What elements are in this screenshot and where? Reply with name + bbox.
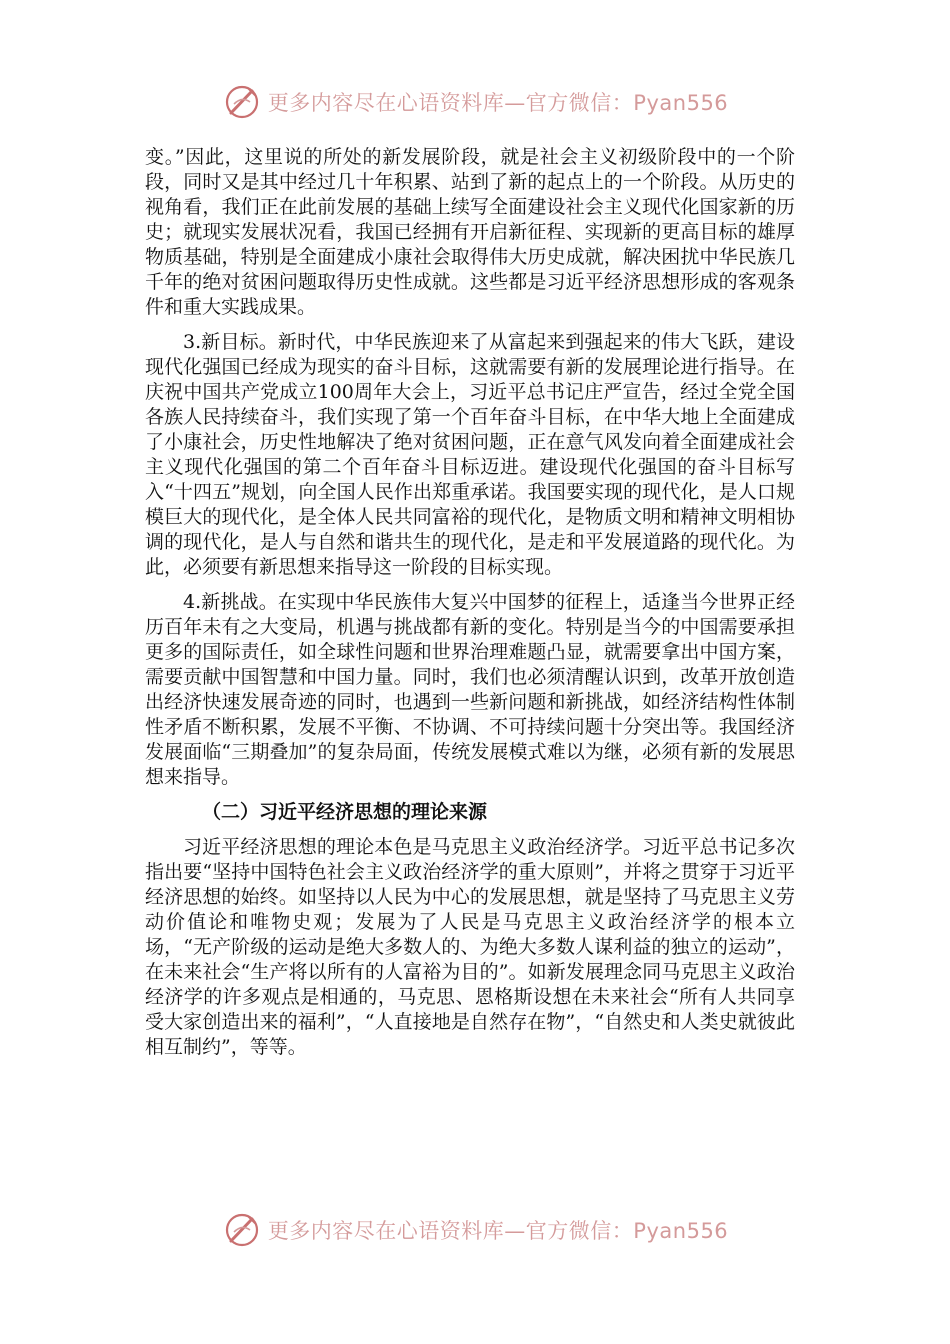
pen-logo-icon	[222, 1210, 262, 1250]
pen-logo-icon	[222, 82, 262, 122]
paragraph-theory-source: 习近平经济思想的理论本色是马克思主义政治经济学。习近平总书记多次指出要“坚持中国特色社会主义政治经济学的重大原则”，并将之贯穿于习近平经济思想的始终。如坚持以人民为中心的发展思想，就是坚持了马克思主义劳动价值论和唯物史观；发展为了人民是马克思主义政治经济学的根本立场，“无产阶级的运动是绝大多数人的、为绝大多数人谋利益的独立的运动”，在未来社会“生产将以所有的人富裕为目的”。如新发展理念同马克思主义政治经济学的许多观点是相通的，马克思、恩格斯设想在未来社会“所有人共同享受大家创造出来的福利”，“人直接地是自然存在物”，“自然史和人类史就彼此相互制约”，等等。	[145, 836, 795, 1058]
paragraph-continuation: 变。”因此，这里说的所处的新发展阶段，就是社会主义初级阶段中的一个阶段，同时又是其中经过几十年积累、站到了新的起点上的一个阶段。从历史的视角看，我们正在此前发展的基础上续写全面建设社会主义现代化国家新的历史；就现实发展状况看，我国已经拥有开启新征程、实现新的更高目标的雄厚物质基础，特别是全面建成小康社会取得伟大历史成就，解决困扰中华民族几千年的绝对贫困问题取得历史性成就。这些都是习近平经济思想形成的客观条件和重大实践成果。	[145, 146, 795, 318]
watermark-text: 更多内容尽在心语资料库—官方微信：Pyan556	[267, 1219, 729, 1243]
paragraph-new-goal: 3.新目标。新时代，中华民族迎来了从富起来到强起来的伟大飞跃，建设现代化强国已经成为现实的奋斗目标，这就需要有新的发展理论进行指导。在庆祝中国共产党成立100周年大会上，习近平总书记庄严宣告，经过全党全国各族人民持续奋斗，我们实现了第一个百年奋斗目标，在中华大地上全面建成了小康社会，历史性地解决了绝对贫困问题，正在意气风发向着全面建成社会主义现代化强国的第二个百年奋斗目标迈进。建设现代化强国的奋斗目标写入“十四五”规划，向全国人民作出郑重承诺。我国要实现的现代化，是人口规模巨大的现代化，是全体人民共同富裕的现代化，是物质文明和精神文明相协调的现代化，是人与自然和谐共生的现代化，是走和平发展道路的现代化。为此，必须要有新思想来指导这一阶段的目标实现。	[145, 331, 795, 578]
top-watermark-banner	[0, 80, 950, 124]
paragraph-new-challenge: 4.新挑战。在实现中华民族伟大复兴中国梦的征程上，适逢当今世界正经历百年未有之大变局，机遇与挑战都有新的变化。特别是当今的中国需要承担更多的国际责任，如全球性问题和世界治理难题凸显，就需要拿出中国方案，需要贡献中国智慧和中国力量。同时，我们也必须清醒认识到，改革开放创造出经济快速发展奇迹的同时，也遇到一些新问题和新挑战，如经济结构性体制性矛盾不断积累，发展不平衡、不协调、不可持续问题十分突出等。我国经济发展面临“三期叠加”的复杂局面，传统发展模式难以为继，必须有新的发展思想来指导。	[145, 591, 795, 788]
bottom-watermark-banner	[0, 1208, 950, 1252]
section-heading: （二）习近平经济思想的理论来源	[202, 801, 488, 823]
watermark-text: 更多内容尽在心语资料库—官方微信：Pyan556	[267, 91, 729, 115]
document-body	[145, 145, 795, 1060]
